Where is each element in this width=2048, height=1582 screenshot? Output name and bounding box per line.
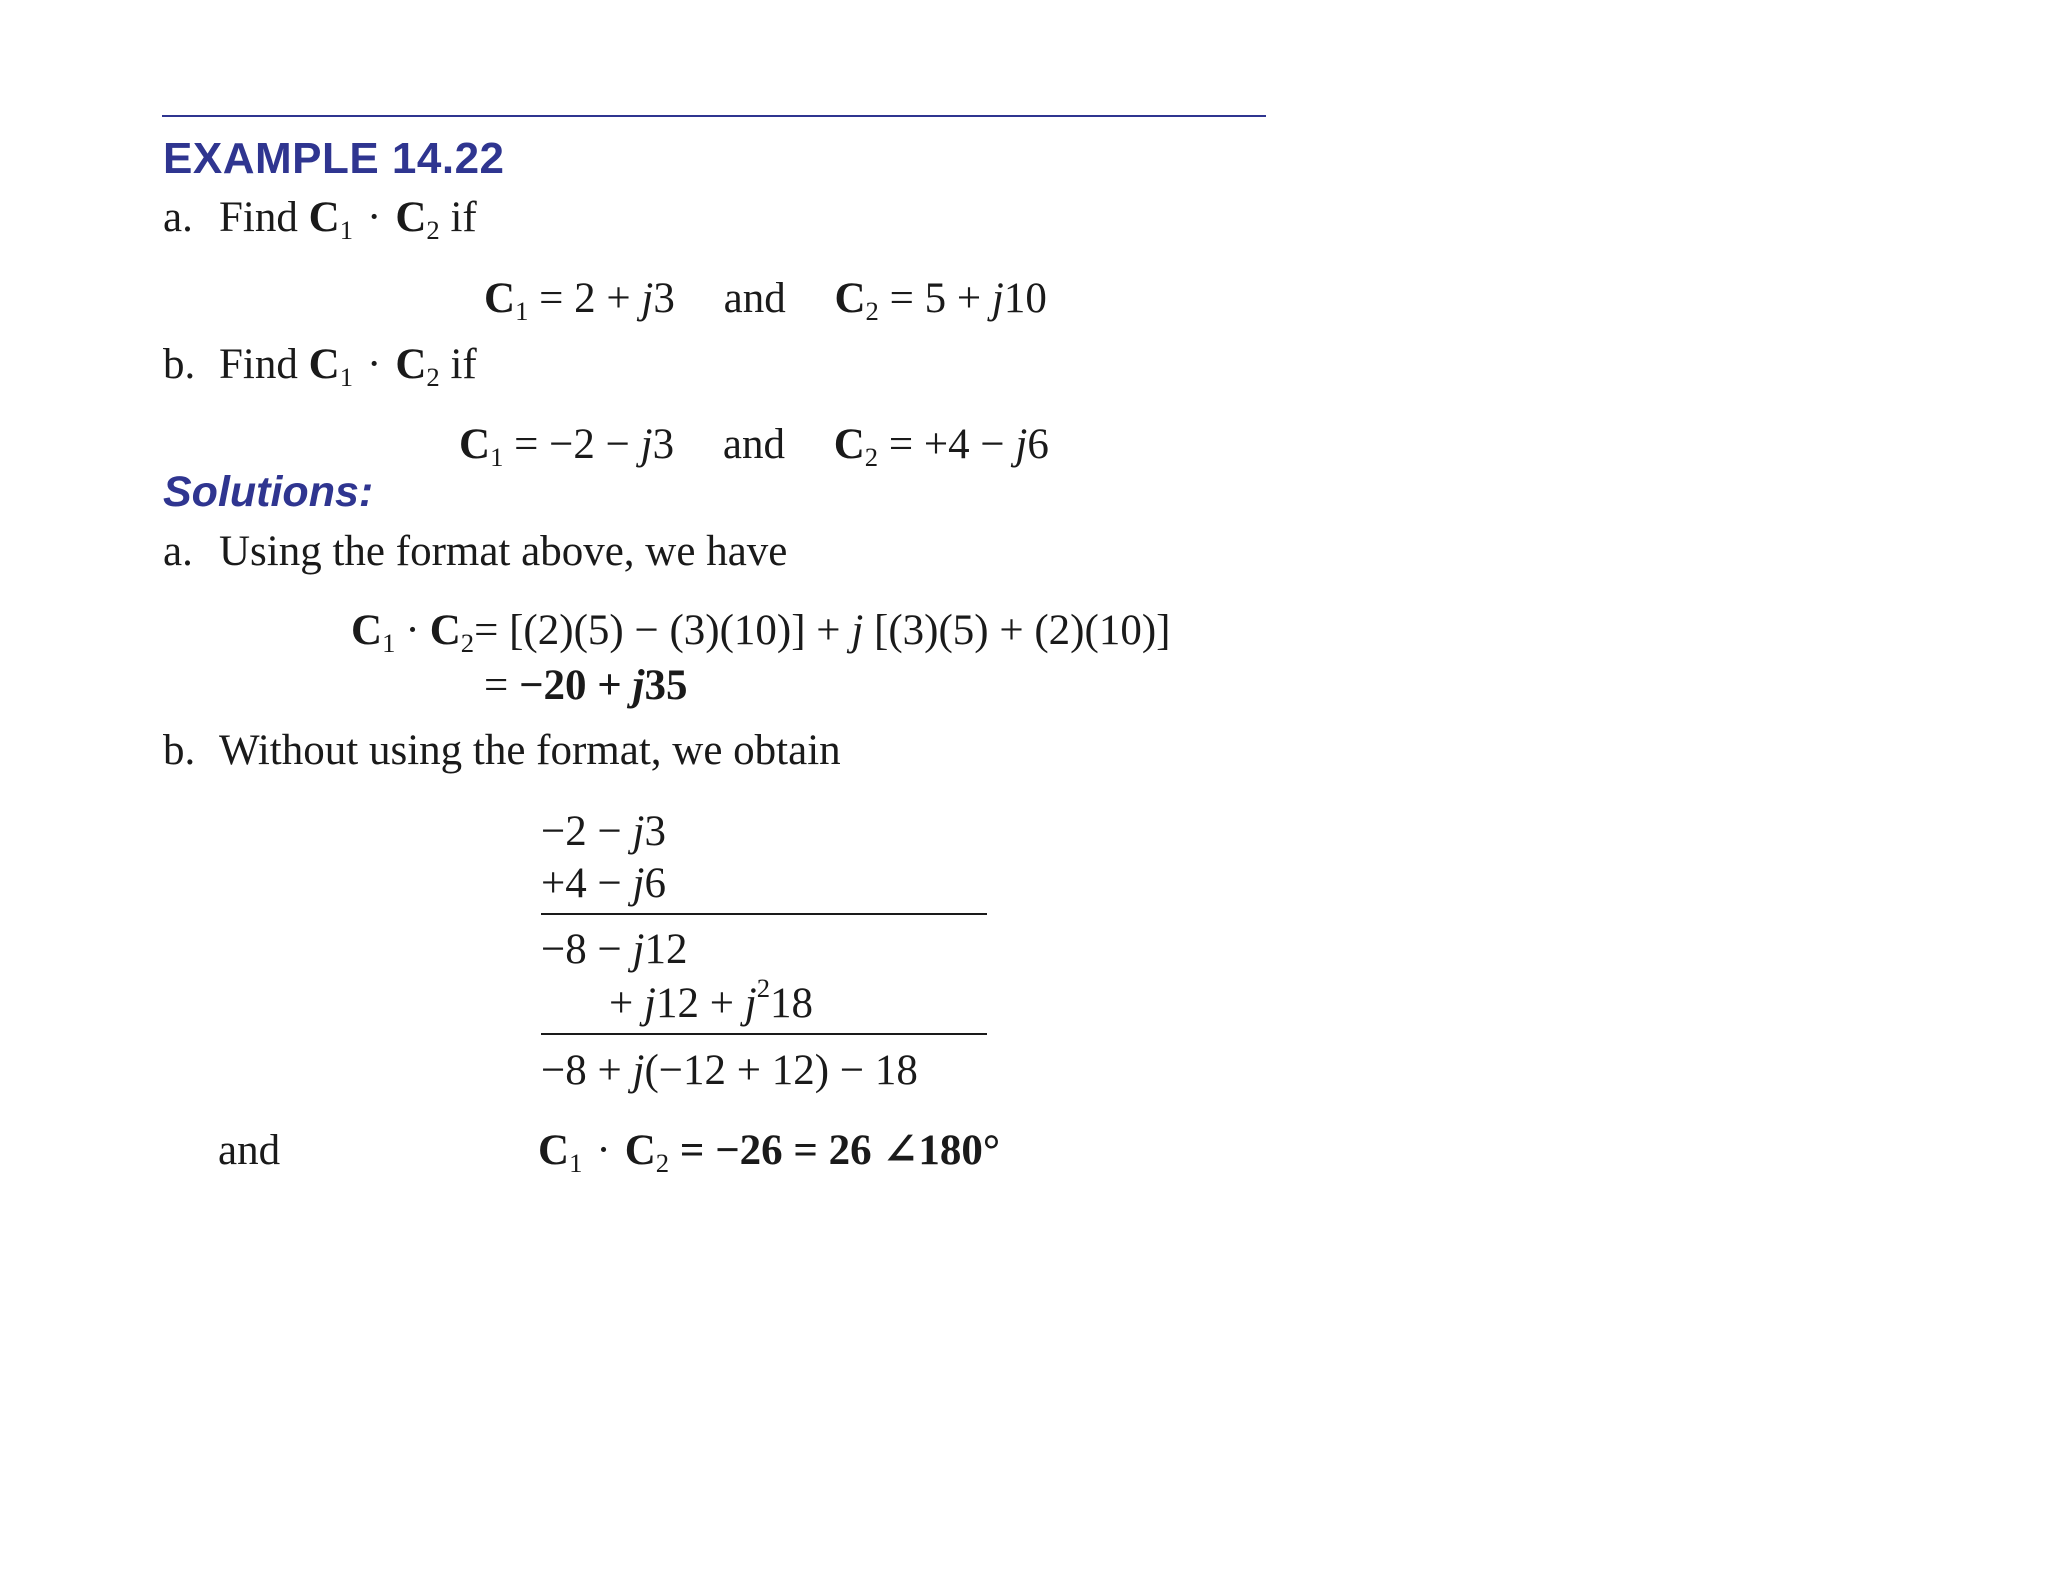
row-4-prefix: + bbox=[609, 980, 634, 1027]
c2-value-prefix: = +4 − bbox=[888, 421, 1005, 468]
c1-symbol: C bbox=[484, 275, 516, 322]
dot-operator: · bbox=[405, 607, 420, 654]
mult-row-5 bbox=[541, 1049, 918, 1092]
row-2-prefix: +4 − bbox=[541, 860, 622, 907]
c2-value-suffix: 10 bbox=[1003, 275, 1047, 322]
c1-subscript: 1 bbox=[569, 1147, 583, 1178]
mult-row-1 bbox=[541, 810, 666, 853]
c2-value-prefix: = 5 + bbox=[889, 275, 982, 322]
row-4-middle: 12 + bbox=[655, 980, 734, 1027]
solution-a-label: a. bbox=[163, 528, 193, 575]
row-2-suffix: 6 bbox=[644, 860, 666, 907]
c2-subscript: 2 bbox=[865, 295, 879, 326]
row-3-prefix: −8 − bbox=[541, 926, 622, 973]
solution-a-equation-1 bbox=[351, 607, 1171, 658]
mult-row-2 bbox=[541, 862, 666, 905]
imaginary-unit: j bbox=[632, 662, 645, 709]
c2-subscript: 2 bbox=[655, 1147, 670, 1178]
c2-value-suffix: 6 bbox=[1027, 421, 1049, 468]
solution-b-label: b. bbox=[163, 727, 196, 774]
imaginary-unit: j bbox=[851, 607, 864, 654]
sum-divider-2 bbox=[541, 1033, 987, 1035]
part-b-label: b. bbox=[163, 341, 196, 388]
imaginary-unit: j bbox=[632, 860, 645, 907]
c1-symbol: C bbox=[351, 607, 383, 654]
solution-a-intro bbox=[163, 530, 787, 573]
imaginary-unit: j bbox=[632, 1047, 645, 1094]
solution-a-text: Using the format above, we have bbox=[219, 528, 788, 575]
solution-b-intro bbox=[163, 729, 841, 772]
c1-subscript: 1 bbox=[382, 627, 396, 658]
imaginary-unit: j bbox=[640, 421, 653, 468]
c1-symbol: C bbox=[459, 421, 491, 468]
square-exponent: 2 bbox=[756, 973, 771, 1004]
and-text: and bbox=[722, 421, 785, 468]
c1-symbol: C bbox=[308, 194, 340, 241]
c2-symbol: C bbox=[833, 421, 865, 468]
row-3-suffix: 12 bbox=[644, 926, 688, 973]
imaginary-unit: j bbox=[632, 808, 645, 855]
c2-symbol: C bbox=[834, 275, 866, 322]
c1-subscript: 1 bbox=[339, 361, 354, 392]
c2-subscript: 2 bbox=[460, 627, 475, 658]
c2-subscript: 2 bbox=[864, 441, 879, 472]
part-a-given bbox=[484, 275, 1047, 326]
expansion-real-part: = [(2)(5) − (3)(10)] + bbox=[474, 607, 841, 654]
final-and-text: and bbox=[218, 1127, 281, 1174]
c1-subscript: 1 bbox=[339, 214, 354, 245]
final-result bbox=[538, 1127, 1001, 1178]
expansion-imag-part: [(3)(5) + (2)(10)] bbox=[874, 607, 1171, 654]
solution-b-text: Without using the format, we obtain bbox=[219, 727, 841, 774]
imaginary-unit: j bbox=[644, 980, 656, 1027]
row-1-prefix: −2 − bbox=[541, 808, 622, 855]
c2-symbol: C bbox=[395, 194, 427, 241]
c1-value-suffix: 3 bbox=[653, 275, 675, 322]
row-1-suffix: 3 bbox=[644, 808, 666, 855]
mult-row-3 bbox=[541, 928, 687, 971]
equals-sign: = bbox=[484, 662, 509, 709]
c1-symbol: C bbox=[538, 1127, 570, 1174]
solutions-heading: Solutions: bbox=[163, 468, 374, 516]
c2-symbol: C bbox=[624, 1127, 656, 1174]
c2-subscript: 2 bbox=[426, 361, 440, 392]
part-b-given bbox=[459, 421, 1049, 472]
row-4-suffix: 18 bbox=[770, 980, 814, 1027]
result-real-part: −20 + bbox=[519, 662, 622, 709]
and-text: and bbox=[723, 275, 786, 322]
c2-subscript: 2 bbox=[426, 214, 440, 245]
row-5-suffix: (−12 + 12) − 18 bbox=[644, 1047, 918, 1094]
mult-row-4 bbox=[609, 973, 814, 1027]
example-heading: EXAMPLE 14.22 bbox=[163, 134, 505, 183]
c2-symbol: C bbox=[395, 341, 427, 388]
imaginary-unit: j bbox=[641, 275, 654, 322]
if-text: if bbox=[450, 194, 477, 241]
imaginary-unit: j bbox=[1015, 421, 1028, 468]
find-text: Find bbox=[219, 341, 298, 388]
sum-divider-1 bbox=[541, 913, 987, 915]
part-b-prompt bbox=[163, 341, 477, 392]
solution-a-result bbox=[484, 664, 687, 707]
if-text: if bbox=[450, 341, 477, 388]
c1-value-suffix: 3 bbox=[652, 421, 675, 468]
c1-symbol: C bbox=[308, 341, 340, 388]
c2-symbol: C bbox=[429, 607, 461, 654]
final-value: = −26 = 26 ∠180° bbox=[679, 1127, 1001, 1174]
dot-operator: · bbox=[367, 194, 382, 241]
find-text: Find bbox=[219, 194, 298, 241]
dot-operator: · bbox=[367, 341, 382, 388]
row-5-prefix: −8 + bbox=[541, 1047, 622, 1094]
dot-operator: · bbox=[596, 1127, 611, 1174]
part-a-label: a. bbox=[163, 194, 193, 241]
top-divider bbox=[162, 115, 1266, 117]
c1-subscript: 1 bbox=[490, 441, 504, 472]
c1-value-prefix: = −2 − bbox=[514, 421, 630, 468]
c1-subscript: 1 bbox=[515, 295, 529, 326]
imaginary-unit: j bbox=[744, 980, 757, 1027]
result-imag-part: 35 bbox=[644, 662, 688, 709]
part-a-prompt bbox=[163, 194, 477, 245]
imaginary-unit: j bbox=[632, 926, 645, 973]
c1-value-prefix: = 2 + bbox=[539, 275, 631, 322]
imaginary-unit: j bbox=[991, 275, 1004, 322]
